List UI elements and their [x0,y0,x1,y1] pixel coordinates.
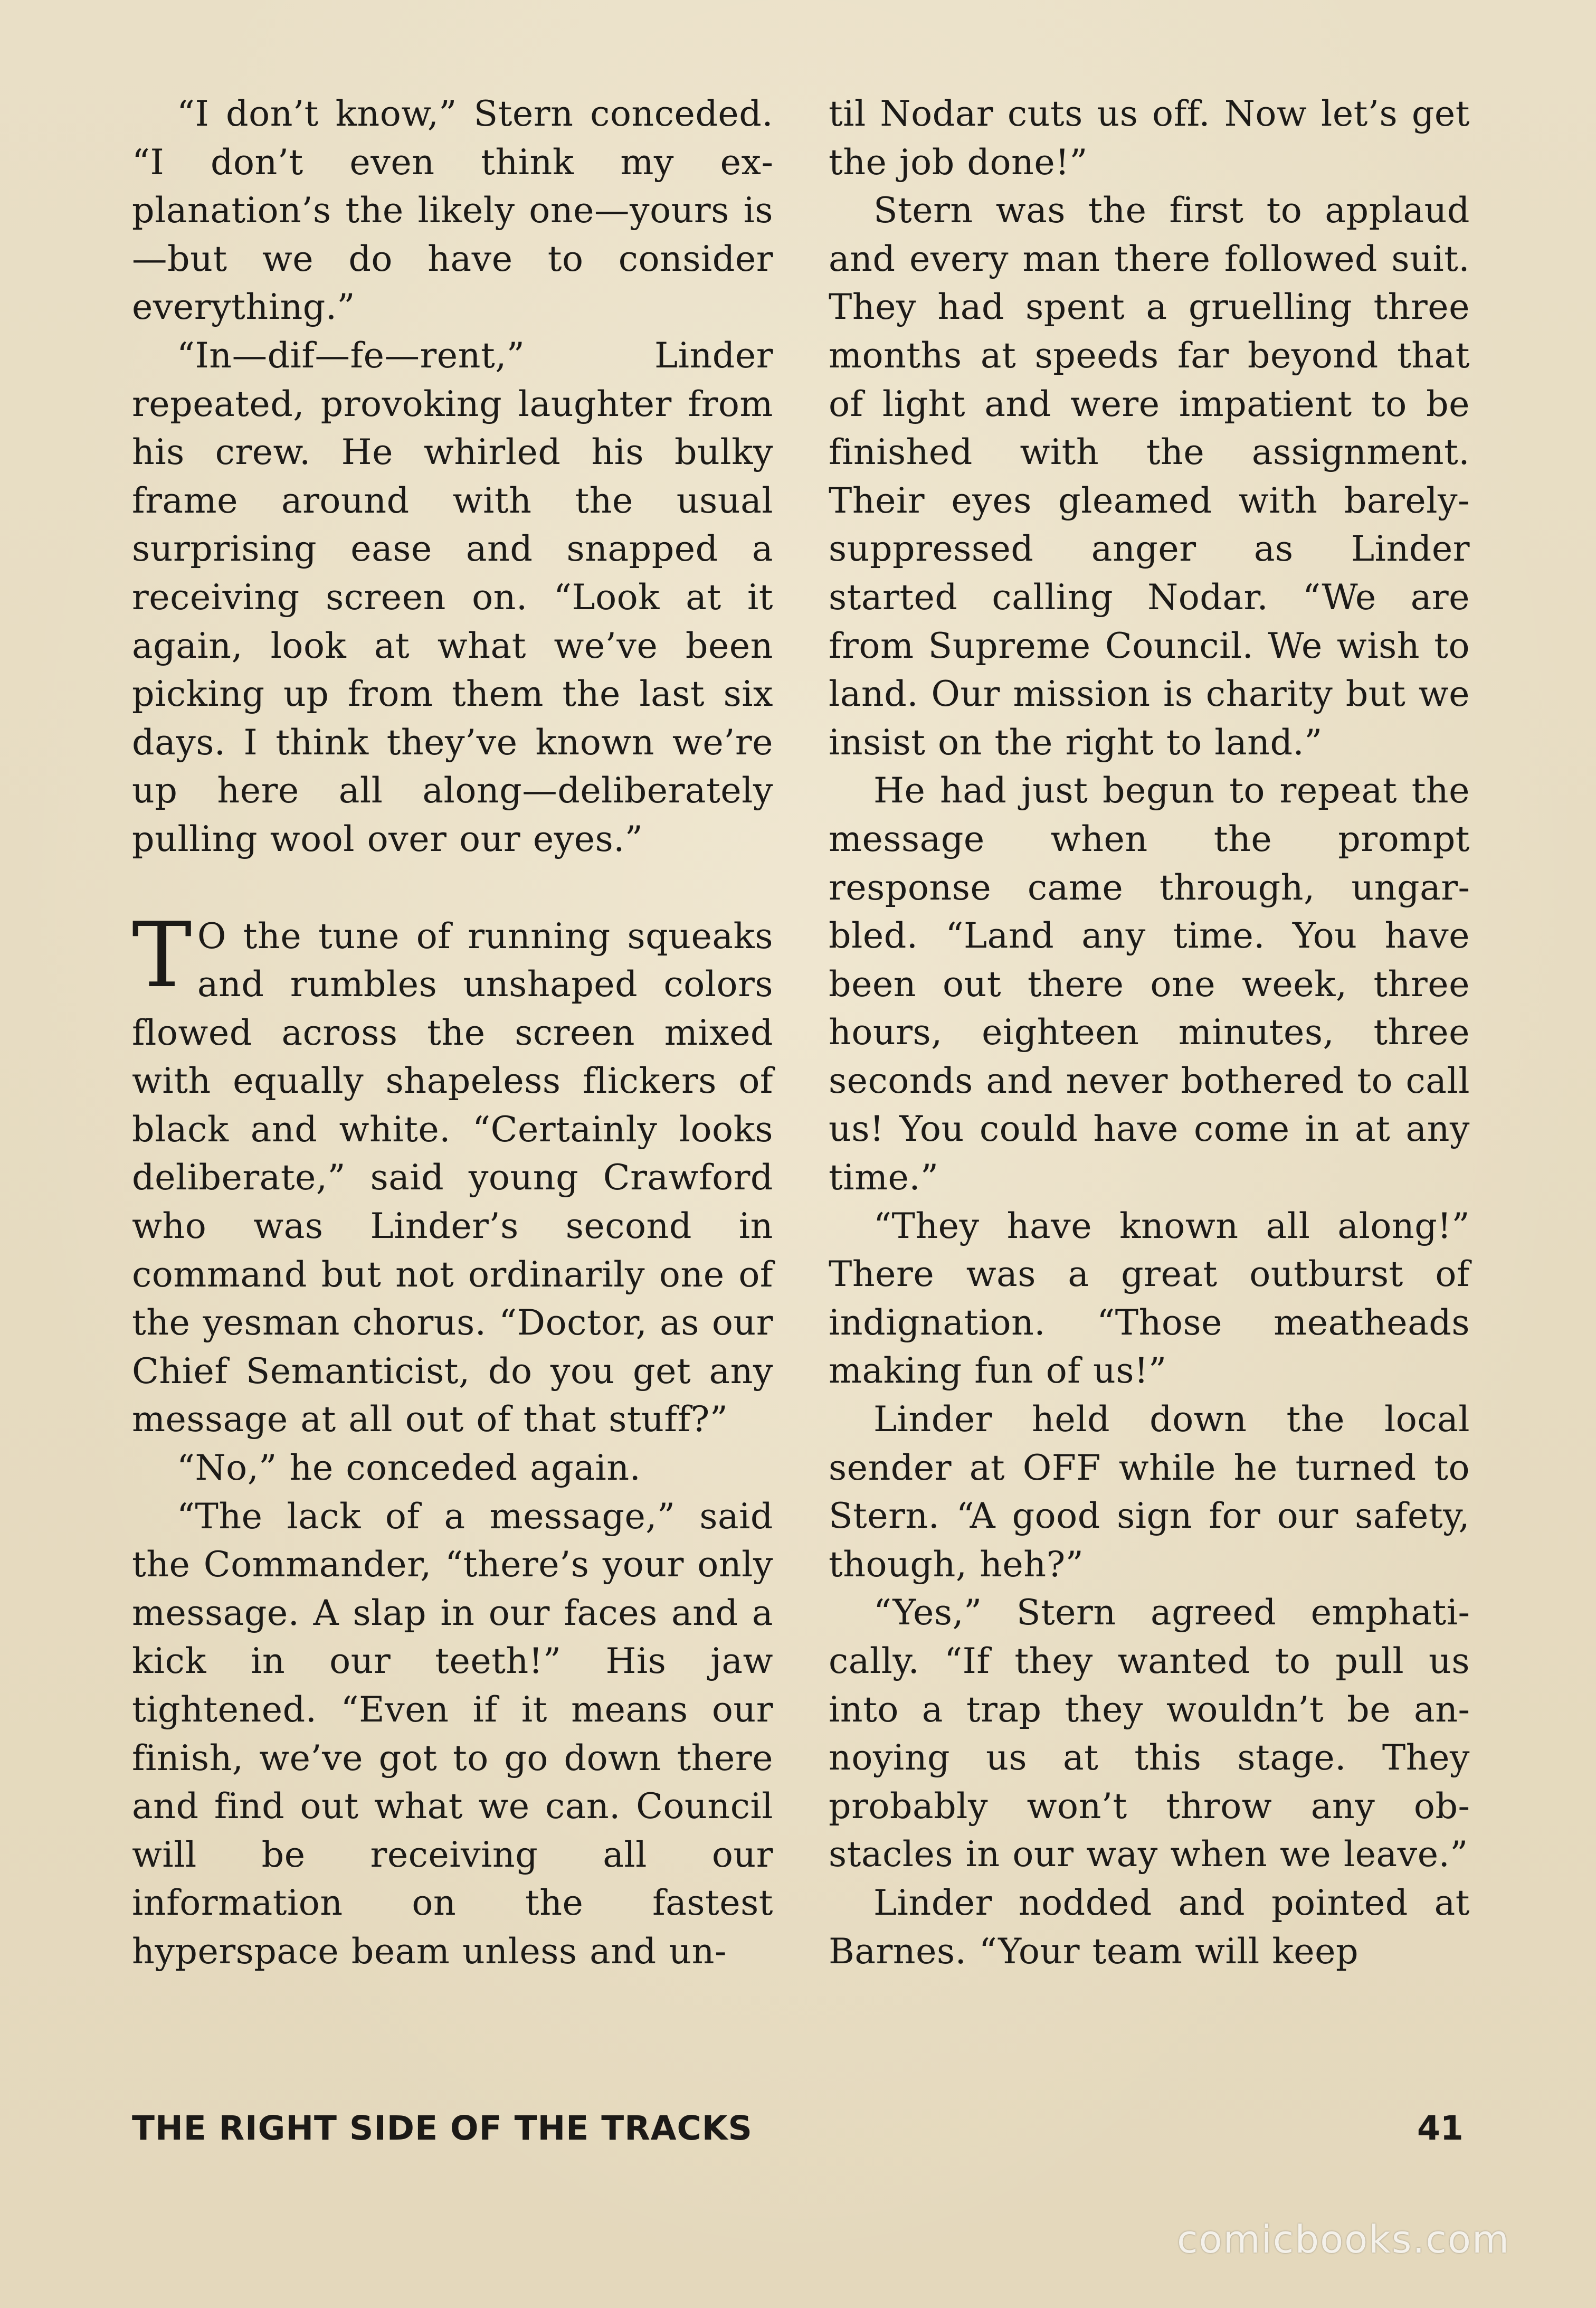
paragraph: “In—dif—fe—rent,” Linder repeated, provoking laughter from his crew. He whirled his bulky frame around with the usual surprising ease and snapped a receiving screen on. “Look at it again, look at what we’ve been picking up from them the last six days. I think they’ve known we’re up here all along—deliberately pulling wool over our eyes.” [132,334,773,859]
left-column [132,90,773,1976]
watermark: comicbooks.com [1177,2217,1510,2262]
paragraph: Stern was the first to applaud and every man there followed suit. They had spent a gruelling three months at speeds far beyond that of light and were impatient to be finished with the assignment. Their eyes gleamed with barely-suppressed anger as Linder started calling Nodar. “We are from Supreme Council. We wish to land. Our mission is charity but we insist on the right to land.” [829,190,1470,763]
paragraph-text: O the tune of running squeaks and rumbles unshaped colors flowed across the screen mixed with equally shapeless flickers of black and white. “Certainly looks deliberate,” said young Crawford who was Linder’s second in command but not ordinarily one of the yesman chorus. “Doctor, as our Chief Semanticist, do you get any message at all out of that stuff?” [132,915,773,1440]
running-footer-title: THE RIGHT SIDE OF THE TRACKS [132,2109,753,2148]
section-paragraph [132,903,773,1444]
paragraph: Linder nodded and pointed at Barnes. “Your team will keep [829,1881,1470,1972]
page-number: 41 [1417,2109,1464,2148]
paragraph: “I don’t know,” Stern conceded. “I don’t even think my explanation’s the likely one—yours is—but we do have to consider everything.” [132,93,773,328]
paragraph: til Nodar cuts us off. Now let’s get the job done!” [829,93,1470,183]
paragraph: Linder held down the local sender at OFF while he turned to Stern. “A good sign for our safety, though, heh?” [829,1398,1470,1585]
right-column [829,90,1470,1975]
paragraph: He had just begun to repeat the message when the prompt response came through, ungarbled. “Land any time. You have been out there one week, three hours, eighteen minutes, three seconds and never bothered to call us! You could have come in at any time.” [829,770,1470,1198]
paragraph: “They have known all along!” There was a great outburst of indignation. “Those meatheads making fun of us!” [829,1205,1470,1392]
paragraph: “Yes,” Stern agreed emphatically. “If they wanted to pull us into a trap they wouldn’t be annoying us at this stage. They probably won’t throw any obstacles in our way when we leave.” [829,1592,1470,1875]
paragraph: “The lack of a message,” said the Commander, “there’s your only message. A slap in our faces and a kick in our teeth!” His jaw tightened. “Even if it means our finish, we’ve got to go down there and find out what we can. Council will be receiving all our information on the fastest hyperspace beam unless and un- [132,1495,773,1972]
drop-cap: T [132,903,192,1008]
paragraph: “No,” he conceded again. [177,1447,641,1489]
